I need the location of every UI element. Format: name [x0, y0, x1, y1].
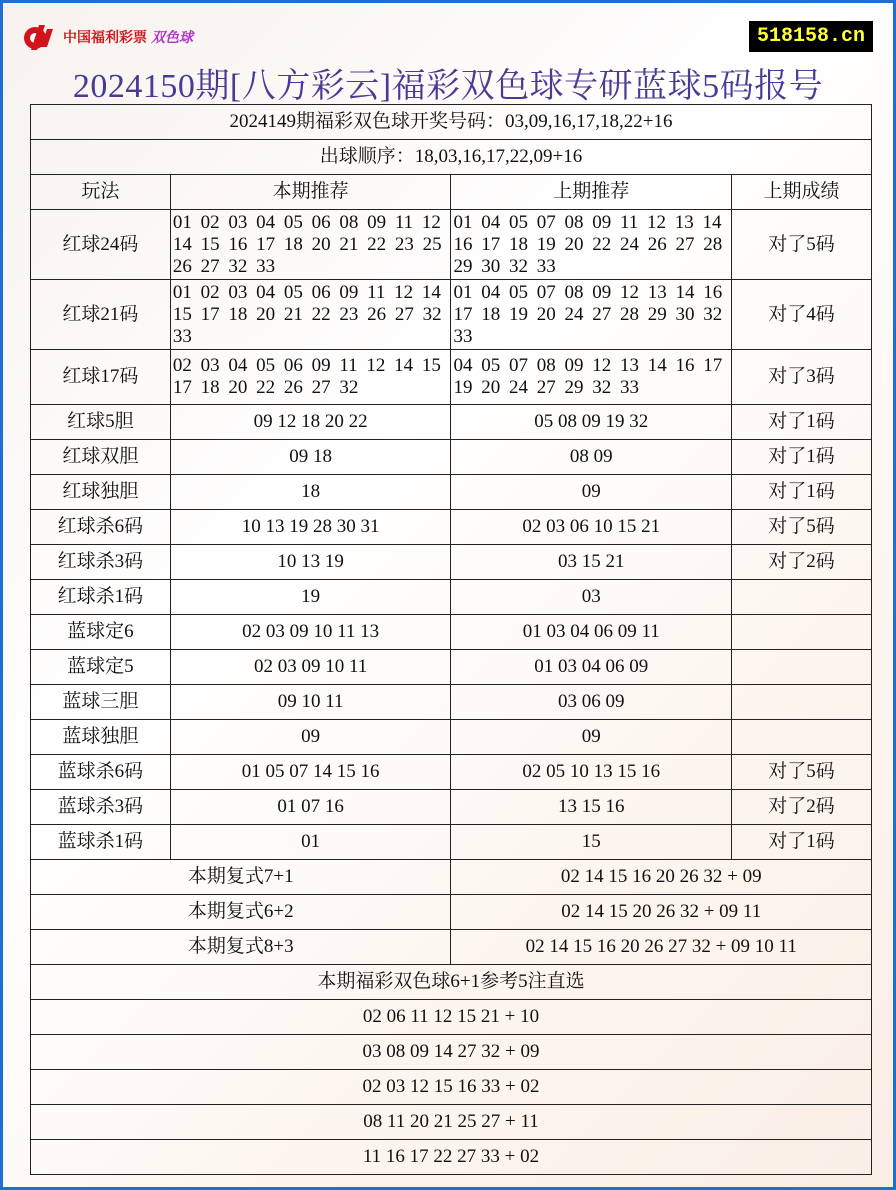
draw-order: 出球顺序：18,03,16,17,22,09+16 — [31, 140, 872, 175]
previous-pick: 01 03 04 06 09 — [451, 650, 732, 685]
pick-row — [31, 1000, 872, 1035]
pick-numbers: 02 06 11 12 15 21 + 10 — [31, 1000, 872, 1035]
fushi-numbers: 02 14 15 20 26 32 + 09 11 — [451, 895, 872, 930]
current-pick: 01 — [170, 825, 451, 860]
previous-result: 对了5码 — [732, 510, 872, 545]
current-pick: 10 13 19 — [170, 545, 451, 580]
fushi-label: 本期复式6+2 — [31, 895, 451, 930]
lottery-logo — [21, 23, 193, 51]
previous-pick: 09 — [451, 720, 732, 755]
fushi-row — [31, 895, 872, 930]
method-name: 蓝球杀1码 — [31, 825, 171, 860]
table-row — [31, 280, 872, 350]
current-pick: 01 02 03 04 05 06 09 11 12 14 15 17 18 20 21 22 23 26 27 32 33 — [170, 280, 451, 350]
table-row — [31, 440, 872, 475]
method-name: 蓝球杀6码 — [31, 755, 171, 790]
previous-pick: 03 — [451, 580, 732, 615]
header-method: 玩法 — [31, 175, 171, 210]
previous-pick: 01 04 05 07 08 09 12 13 14 16 17 18 19 20 24 27 28 29 30 32 33 — [451, 280, 732, 350]
previous-result: 对了3码 — [732, 350, 872, 405]
current-pick: 01 05 07 14 15 16 — [170, 755, 451, 790]
previous-result: 对了4码 — [732, 280, 872, 350]
previous-result — [732, 615, 872, 650]
header-result: 上期成绩 — [732, 175, 872, 210]
previous-pick: 03 15 21 — [451, 545, 732, 580]
table-row — [31, 580, 872, 615]
table-row — [31, 545, 872, 580]
previous-result: 对了5码 — [732, 755, 872, 790]
pick-numbers: 03 08 09 14 27 32 + 09 — [31, 1035, 872, 1070]
table-header — [31, 175, 872, 210]
method-name: 蓝球三胆 — [31, 685, 171, 720]
method-name: 红球杀6码 — [31, 510, 171, 545]
table-row — [31, 510, 872, 545]
previous-pick: 13 15 16 — [451, 790, 732, 825]
previous-pick: 01 03 04 06 09 11 — [451, 615, 732, 650]
method-name: 红球21码 — [31, 280, 171, 350]
table-row — [31, 685, 872, 720]
header-current: 本期推荐 — [170, 175, 451, 210]
current-pick: 02 03 04 05 06 09 11 12 14 15 17 18 20 22 26 27 32 — [170, 350, 451, 405]
table-row — [31, 825, 872, 860]
table-row — [31, 210, 872, 280]
method-name: 红球5胆 — [31, 405, 171, 440]
pick-row — [31, 1140, 872, 1175]
current-pick: 09 — [170, 720, 451, 755]
pick-row — [31, 1035, 872, 1070]
previous-pick: 09 — [451, 475, 732, 510]
previous-result — [732, 685, 872, 720]
table-row — [31, 615, 872, 650]
method-name: 红球双胆 — [31, 440, 171, 475]
method-name: 红球杀3码 — [31, 545, 171, 580]
pick-row — [31, 1105, 872, 1140]
fushi-row — [31, 860, 872, 895]
fushi-row — [31, 930, 872, 965]
current-pick: 02 03 09 10 11 — [170, 650, 451, 685]
previous-pick: 01 04 05 07 08 09 11 12 13 14 16 17 18 19 20 22 24 26 27 28 29 30 32 33 — [451, 210, 732, 280]
current-pick: 02 03 09 10 11 13 — [170, 615, 451, 650]
method-name: 蓝球定6 — [31, 615, 171, 650]
method-name: 红球17码 — [31, 350, 171, 405]
fushi-label: 本期复式7+1 — [31, 860, 451, 895]
last-draw: 2024149期福彩双色球开奖号码：03,09,16,17,18,22+16 — [31, 105, 872, 140]
site-badge: 518158.cn — [749, 21, 873, 52]
current-pick: 10 13 19 28 30 31 — [170, 510, 451, 545]
table-row — [31, 405, 872, 440]
previous-pick: 02 05 10 13 15 16 — [451, 755, 732, 790]
previous-result: 对了1码 — [732, 825, 872, 860]
previous-result — [732, 580, 872, 615]
previous-result — [732, 720, 872, 755]
previous-pick: 08 09 — [451, 440, 732, 475]
previous-pick: 04 05 07 08 09 12 13 14 16 17 19 20 24 27 29 32 33 — [451, 350, 732, 405]
picks-title: 本期福彩双色球6+1参考5注直选 — [31, 965, 872, 1000]
lottery-logo-icon — [21, 23, 59, 51]
logo-text-ssq: 双色球 — [151, 30, 193, 46]
current-pick: 01 07 16 — [170, 790, 451, 825]
current-pick: 09 12 18 20 22 — [170, 405, 451, 440]
logo-text: 中国福利彩票 — [63, 30, 147, 46]
method-name: 红球独胆 — [31, 475, 171, 510]
previous-result: 对了5码 — [732, 210, 872, 280]
method-name: 蓝球定5 — [31, 650, 171, 685]
pick-numbers: 08 11 20 21 25 27 + 11 — [31, 1105, 872, 1140]
current-pick: 19 — [170, 580, 451, 615]
pick-row — [31, 1070, 872, 1105]
fushi-numbers: 02 14 15 16 20 26 32 + 09 — [451, 860, 872, 895]
current-pick: 01 02 03 04 05 06 08 09 11 12 14 15 16 17 18 20 21 22 23 25 26 27 32 33 — [170, 210, 451, 280]
previous-result: 对了2码 — [732, 545, 872, 580]
fushi-numbers: 02 14 15 16 20 26 27 32 + 09 10 11 — [451, 930, 872, 965]
previous-result: 对了1码 — [732, 440, 872, 475]
previous-result: 对了1码 — [732, 475, 872, 510]
table-row — [31, 720, 872, 755]
previous-result: 对了2码 — [732, 790, 872, 825]
table-row — [31, 650, 872, 685]
method-name: 红球24码 — [31, 210, 171, 280]
pick-numbers: 02 03 12 15 16 33 + 02 — [31, 1070, 872, 1105]
method-name: 蓝球独胆 — [31, 720, 171, 755]
previous-pick: 02 03 06 10 15 21 — [451, 510, 732, 545]
previous-pick: 05 08 09 19 32 — [451, 405, 732, 440]
table-row — [31, 350, 872, 405]
previous-pick: 15 — [451, 825, 732, 860]
current-pick: 18 — [170, 475, 451, 510]
table-row — [31, 755, 872, 790]
previous-result: 对了1码 — [732, 405, 872, 440]
method-name: 蓝球杀3码 — [31, 790, 171, 825]
pick-numbers: 11 16 17 22 27 33 + 02 — [31, 1140, 872, 1175]
fushi-label: 本期复式8+3 — [31, 930, 451, 965]
current-pick: 09 18 — [170, 440, 451, 475]
table-row — [31, 475, 872, 510]
table-row — [31, 790, 872, 825]
method-name: 红球杀1码 — [31, 580, 171, 615]
header-previous: 上期推荐 — [451, 175, 732, 210]
current-pick: 09 10 11 — [170, 685, 451, 720]
previous-result — [732, 650, 872, 685]
page-title: 2024150期[八方彩云]福彩双色球专研蓝球5码报号 — [72, 68, 824, 105]
previous-pick: 03 06 09 — [451, 685, 732, 720]
prediction-table — [30, 104, 872, 1175]
